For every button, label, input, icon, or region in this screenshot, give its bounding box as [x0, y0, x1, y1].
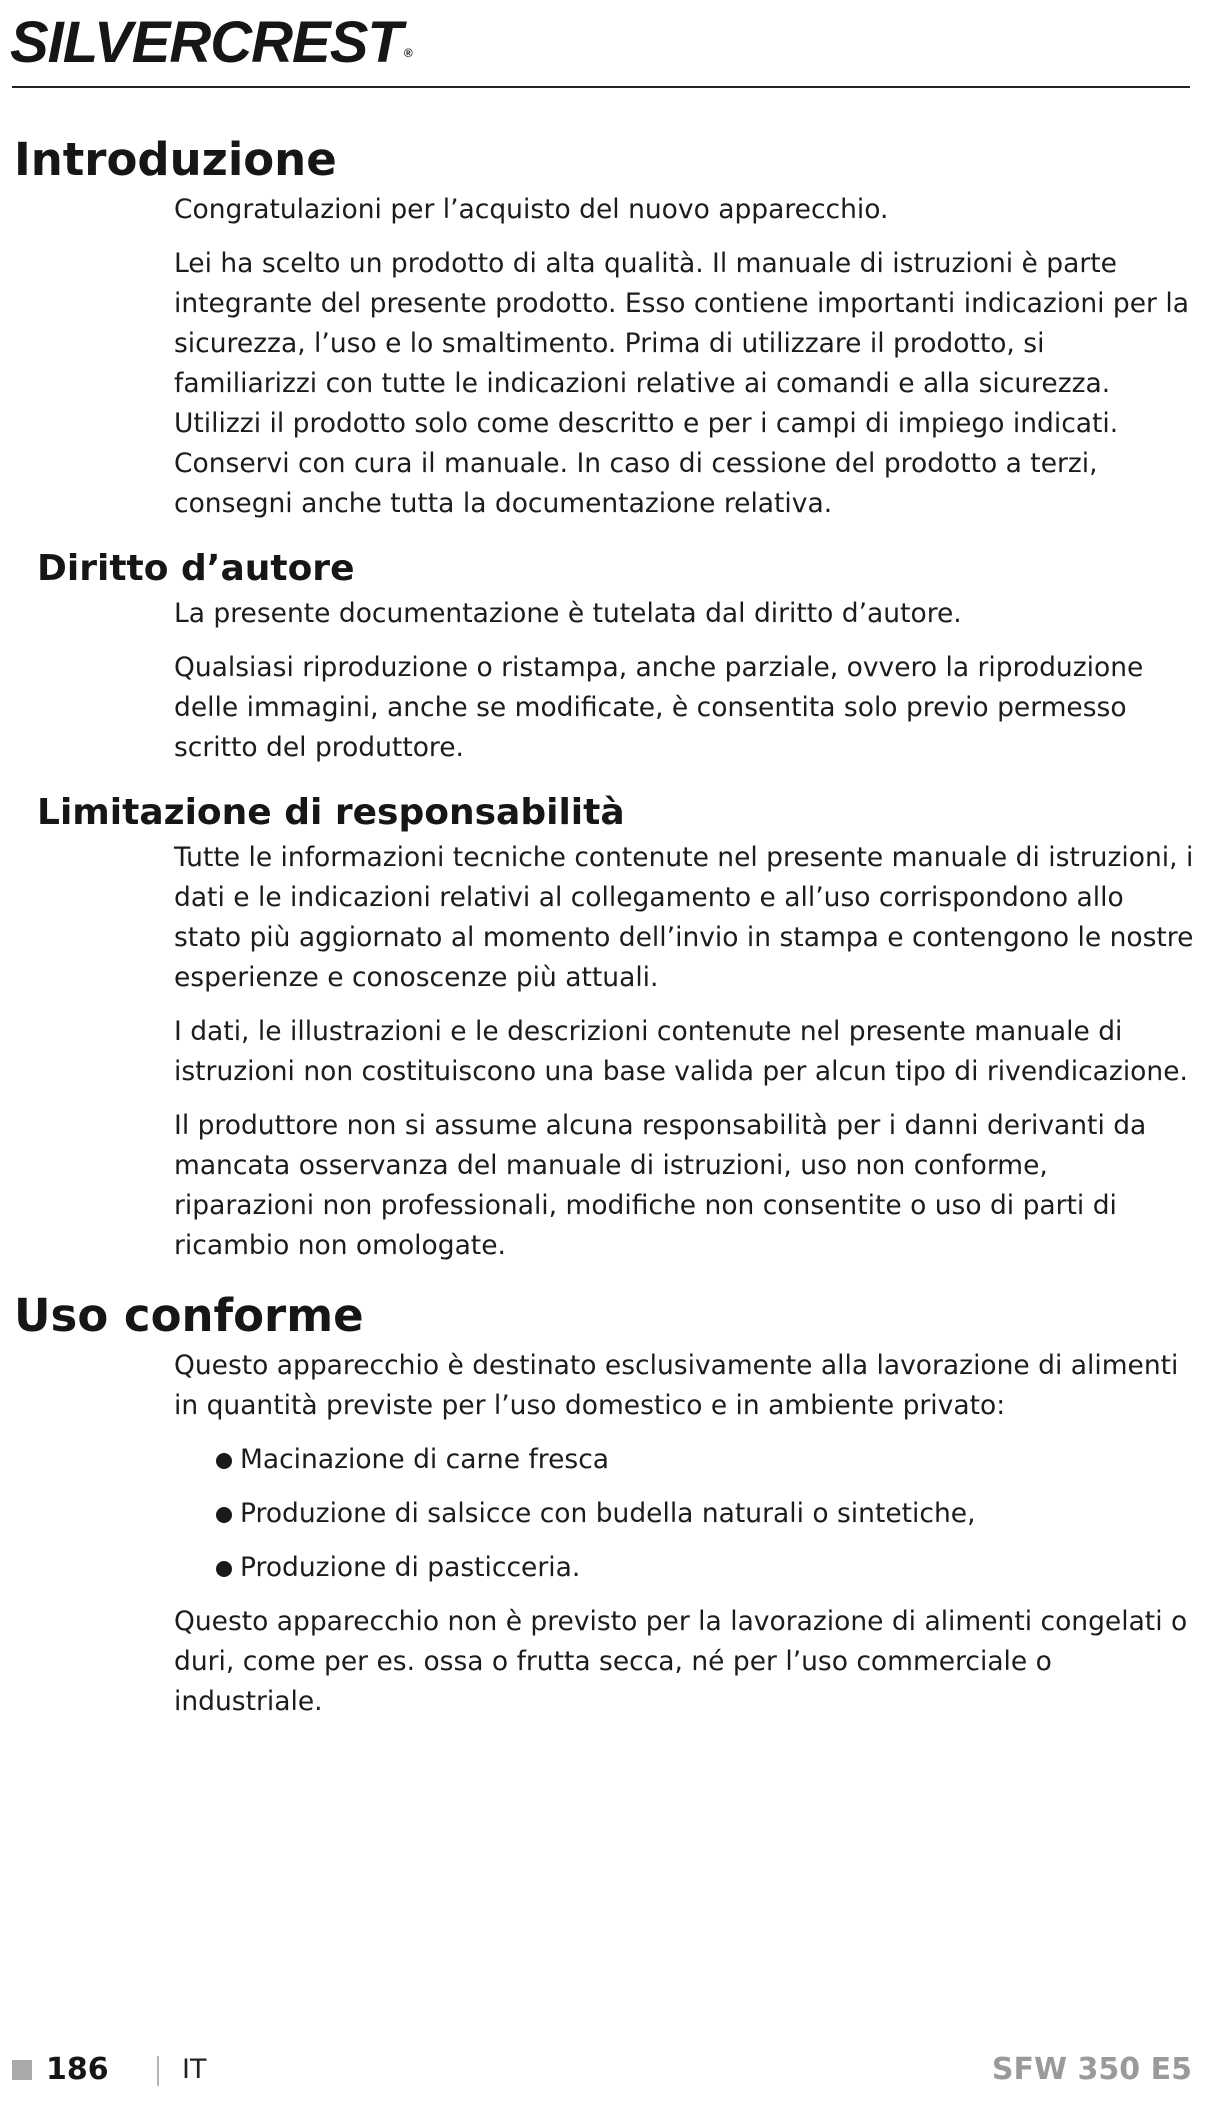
page-footer	[12, 2050, 1192, 2090]
brand-name: SILVERCREST	[10, 10, 402, 75]
list-item	[216, 1548, 1194, 1588]
paragraph: Lei ha scelto un prodotto di alta qualità. Il manuale di istruzioni è parte integrante del presente prodotto. Esso contiene importanti indicazioni per la sicurezza, l’uso e lo smaltimento. Prima di utilizzare il prodotto, si familiarizzi con tutte le indicazioni relative ai comandi e alla sicurezza. Utilizzi il prodotto solo come descritto e per i campi di impiego indicati. Conservi con cura il manuale. In caso di cessione del prodotto a terzi, consegni anche tutta la documentazione relativa.	[174, 248, 1189, 519]
heading-introduzione: Introduzione	[14, 133, 337, 186]
section-diritto-autore	[0, 544, 1205, 768]
heading-limitazione-responsabilita: Limitazione di responsabilità	[37, 792, 625, 833]
paragraph: Questo apparecchio non è previsto per la lavorazione di alimenti congelati o duri, come per es. ossa o frutta secca, né per l’uso commerciale o industriale.	[174, 1606, 1188, 1717]
paragraph: Questo apparecchio è destinato esclusivamente alla lavorazione di alimenti in quantità previste per l’uso domestico e in ambiente privato:	[174, 1350, 1179, 1421]
section-limitazione-responsabilita	[0, 788, 1205, 1266]
intro-body	[174, 190, 1194, 524]
page-number: 186	[46, 2052, 109, 2087]
list-item-text: Macinazione di carne fresca	[240, 1444, 610, 1475]
heading-uso-conforme: Uso conforme	[14, 1289, 364, 1342]
copyright-body	[174, 594, 1194, 768]
paragraph: Il produttore non si assume alcuna responsabilità per i danni derivanti da mancata osservanza del manuale di istruzioni, uso non conforme, riparazioni non professionali, modifiche non consentite o uso di parti di ricambio non omologate.	[174, 1110, 1147, 1261]
list-item	[216, 1494, 1194, 1534]
bullet-dot-icon	[216, 1561, 232, 1577]
paragraph: Congratulazioni per l’acquisto del nuovo apparecchio.	[174, 194, 889, 225]
footer-square-icon	[12, 2060, 32, 2080]
paragraph: La presente documentazione è tutelata dal diritto d’autore.	[174, 598, 962, 629]
heading-diritto-autore: Diritto d’autore	[37, 548, 355, 589]
list-item-text: Produzione di pasticceria.	[240, 1552, 581, 1583]
section-uso-conforme	[0, 1286, 1205, 1722]
header-rule	[12, 86, 1190, 88]
registered-mark: ®	[403, 46, 412, 60]
page-content	[0, 130, 1205, 1736]
bullet-dot-icon	[216, 1453, 232, 1469]
paragraph: Qualsiasi riproduzione o ristampa, anche parziale, ovvero la riproduzione delle immagini, anche se modificate, è consentita solo previo permesso scritto del produttore.	[174, 652, 1144, 763]
list-item-text: Produzione di salsicce con budella naturali o sintetiche,	[240, 1498, 976, 1529]
model-number: SFW 350 E5	[991, 2052, 1192, 2087]
bullet-dot-icon	[216, 1507, 232, 1523]
intended-use-body	[174, 1346, 1194, 1722]
language-code: IT	[182, 2054, 207, 2085]
paragraph: I dati, le illustrazioni e le descrizioni contenute nel presente manuale di istruzioni non costituiscono una base valida per alcun tipo di rivendicazione.	[174, 1016, 1188, 1087]
section-introduzione	[0, 130, 1205, 524]
brand-logo	[10, 6, 412, 80]
liability-body	[174, 838, 1194, 1266]
bullet-list	[174, 1440, 1194, 1588]
list-item	[216, 1440, 1194, 1480]
paragraph: Tutte le informazioni tecniche contenute nel presente manuale di istruzioni, i dati e le indicazioni relativi al collegamento e all’uso corrispondono allo stato più aggiornato al momento dell’invio in stampa e contengono le nostre esperienze e conoscenze più attuali.	[174, 842, 1194, 993]
footer-divider	[157, 2056, 159, 2086]
